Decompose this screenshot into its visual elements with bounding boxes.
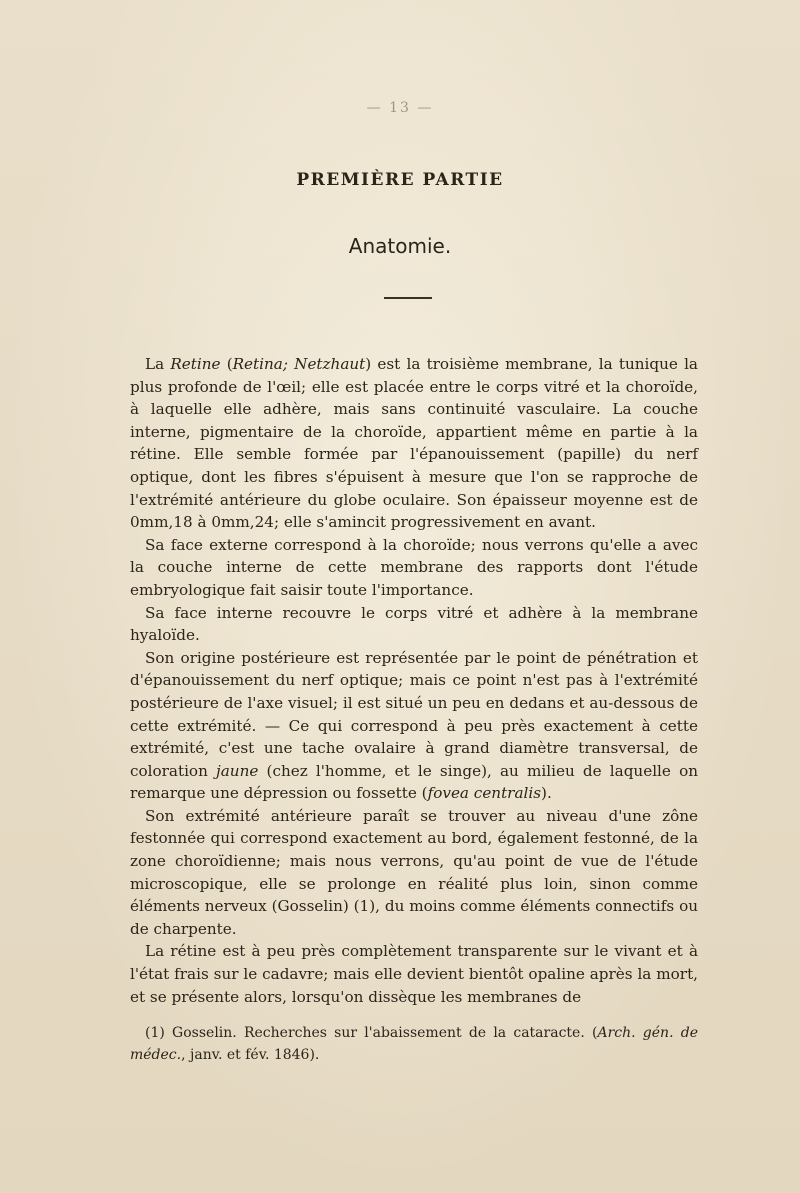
paragraph-3: Sa face interne recouvre le corps vitré et adhère à la membrane hyaloïde. (130, 603, 698, 645)
paragraph-5: Son extrémité antérieure paraît se trouver au niveau d'une zône festonnée qui correspond exactement au bord, également festonné, de la zone choroïdienne; mais nous verrons, qu'au point de vue de l'étude microscopique, elle se prolonge en réalité plus loin, sinon comme éléments nerveux (Gosselin) (1), du moins comme éléments connectifs ou de charpente. (130, 806, 698, 938)
term-jaune: jaune (216, 761, 259, 780)
title-rule (384, 297, 432, 299)
section-title: Anatomie. (348, 234, 452, 258)
paragraph-2: Sa face externe correspond à la choroïde; nous verrons qu'elle a avec la couche interne de cette membrane des rapports dont l'étude embryologique fait saisir toute l'importance. (130, 535, 698, 599)
term-retine: Retine (170, 355, 221, 373)
footnote-journal: Arch. gén. de médec. (130, 1025, 698, 1063)
term-fovea-centralis: fovea centralis (427, 784, 542, 803)
paragraph-4: Son origine postérieure est représentée par le point de pénétration et d'épanouissement du nerf optique; mais ce point n'est pas à l'extrémité postérieure de l'axe visuel; il est situé un peu en dedans et au-dessous de cette extrémité. — Ce qui correspond à peu près exactement à cette extrémité, c'est une tache ovalaire à grand diamètre transversal, de coloration jaune (chez l'homme, et le singe), au milieu de laquelle on remarque une dépression ou fossette (fovea centralis). (130, 648, 698, 803)
paragraph-6: La rétine est à peu près complètement transparente sur le vivant et à l'état frais sur le cadavre; mais elle devient bientôt opaline après la mort, et se présente alors, lorsqu'on dissèque les membranes de (130, 942, 698, 1006)
page-number: — 13 — (366, 100, 434, 116)
part-title: PREMIÈRE PARTIE (296, 170, 504, 190)
paragraph-1: La Retine (Retina; Netzhaut) est la troisième membrane, la tunique la plus profonde de l'œil; elle est placée entre le corps vitré et la choroïde, à laquelle elle adhère, mais sans continuité vasculaire. La couche interne, pigmentaire de la choroïde, appartient même en partie à la rétine. Elle semble formée par l'épanouissement (papille) du nerf optique, dont les fibres s'épuisent à mesure que l'on se rapproche de l'extrémité antérieure du globe oculaire. Son épaisseur moyenne est de 0mm,18 à 0mm,24; elle s'amincit progressivement en avant. (130, 355, 698, 532)
footnote: (1) Gosselin. Recherches sur l'abaissement de la cataracte. (Arch. gén. de médec., janv. et fév. 1846). (130, 1025, 698, 1063)
term-retina-netzhaut: Retina; Netzhaut (232, 355, 366, 373)
body-text (130, 353, 698, 1008)
